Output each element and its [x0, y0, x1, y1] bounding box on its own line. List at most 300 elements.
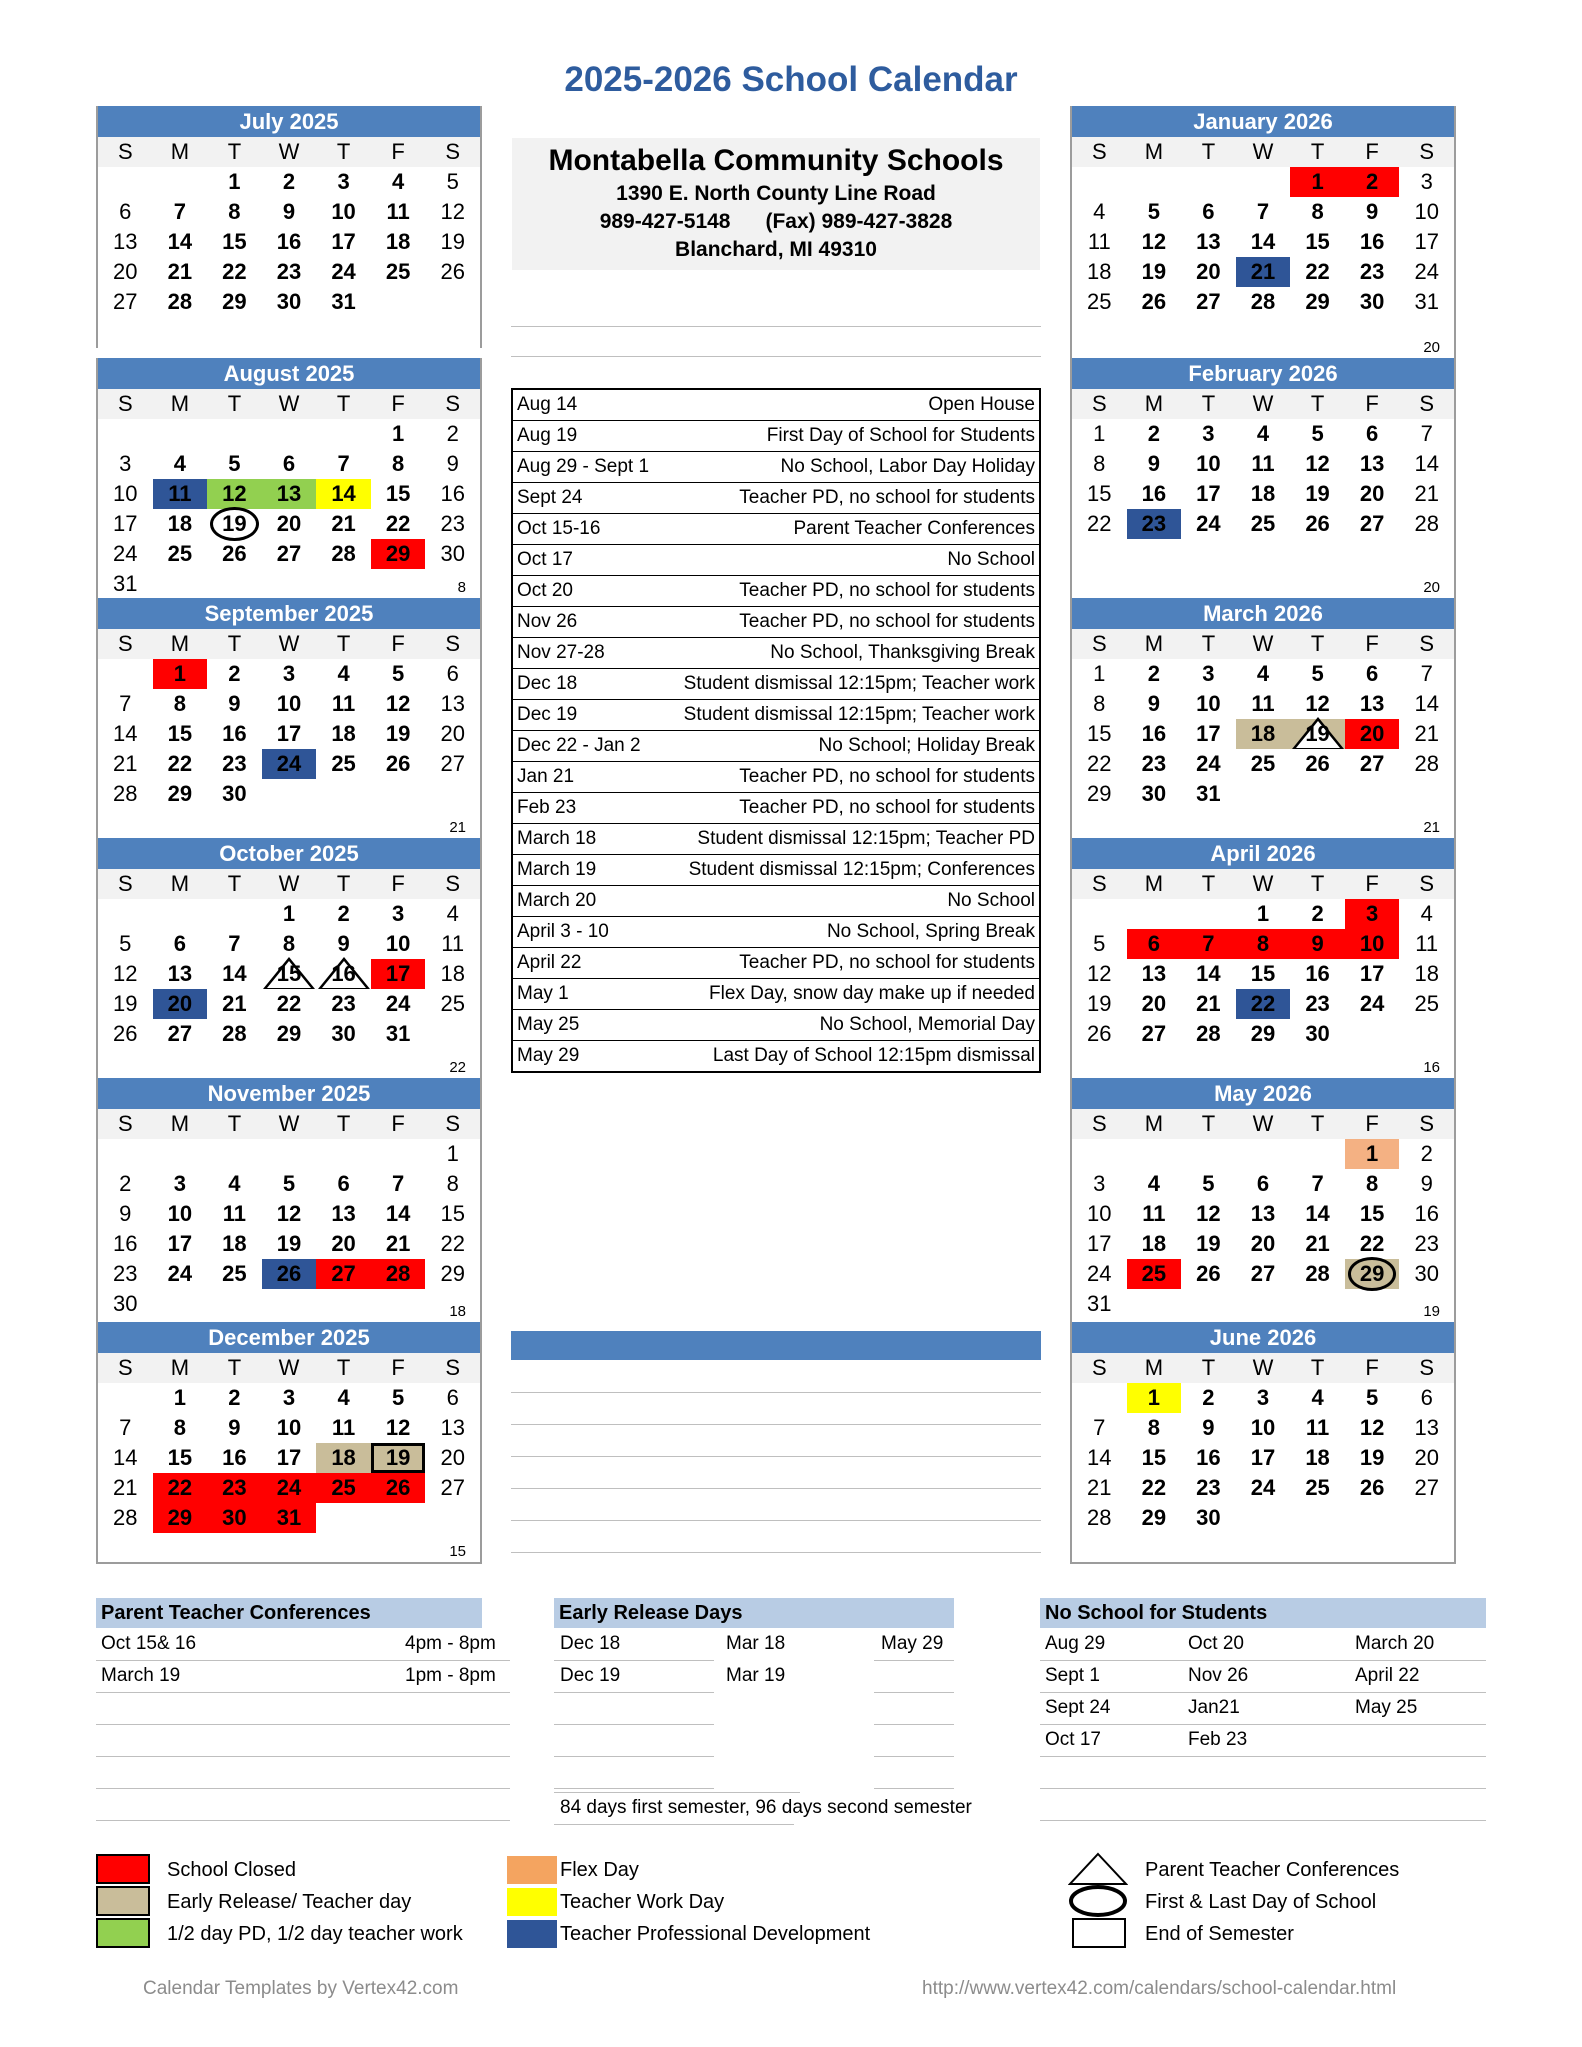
- day-cell: [262, 1473, 317, 1503]
- weekday-label: W: [1252, 1111, 1274, 1136]
- empty-cell: [1127, 899, 1182, 929]
- day-number: 9: [1311, 931, 1324, 956]
- day-cell: [1072, 989, 1127, 1019]
- day-number: 30: [1196, 1505, 1221, 1530]
- day-cell: [1236, 479, 1291, 509]
- event-description: Open House: [928, 394, 1035, 415]
- day-cell: [1345, 227, 1400, 257]
- day-number: 1: [1256, 901, 1270, 926]
- day-number: 31: [385, 1021, 411, 1046]
- day-cell: [153, 1259, 208, 1289]
- day-cell: [1399, 167, 1454, 197]
- event-date: Feb 23: [517, 797, 577, 818]
- day-cell: [262, 1413, 317, 1443]
- day-number: 4: [1420, 901, 1433, 926]
- day-cell: [153, 479, 208, 509]
- event-row: [513, 545, 1039, 576]
- day-cell: [262, 1169, 317, 1199]
- no-school-date: Jan21: [1188, 1697, 1240, 1718]
- weekday-label: T: [1310, 1355, 1325, 1380]
- day-number: 28: [113, 781, 138, 806]
- day-count: 21: [449, 819, 466, 836]
- day-cell: [425, 689, 480, 719]
- day-number: 5: [1366, 1385, 1379, 1410]
- day-cell: [1072, 749, 1127, 779]
- day-number: 11: [1251, 451, 1275, 476]
- day-cell: [262, 749, 317, 779]
- day-number: 14: [385, 1201, 411, 1226]
- day-cell: [316, 749, 371, 779]
- event-row: [513, 421, 1039, 452]
- event-date: March 18: [517, 828, 597, 849]
- day-cell: [153, 1413, 208, 1443]
- day-cell: [1399, 1473, 1454, 1503]
- day-cell: [1181, 1199, 1236, 1229]
- day-number: 7: [1202, 931, 1215, 956]
- day-number: 23: [331, 991, 356, 1016]
- month-title: September 2025: [98, 598, 480, 629]
- day-number: 15: [440, 1201, 465, 1226]
- day-cell: [1236, 1019, 1291, 1049]
- legend-closed: School Closed: [167, 1859, 296, 1881]
- day-cell: [153, 287, 208, 317]
- weekday-label: W: [278, 139, 300, 164]
- day-cell: [262, 167, 317, 197]
- event-row: [513, 1041, 1039, 1071]
- divider: [554, 1724, 714, 1725]
- day-number: 9: [228, 1415, 241, 1440]
- empty-cell: [153, 167, 208, 197]
- day-number: 12: [385, 691, 411, 716]
- day-number: 25: [385, 259, 411, 284]
- day-cell: [425, 257, 480, 287]
- day-cell: [1345, 449, 1400, 479]
- day-cell: [1181, 689, 1236, 719]
- day-cell: [1236, 257, 1291, 287]
- day-cell: [371, 1259, 426, 1289]
- day-number: 27: [276, 541, 302, 566]
- weekday-label: S: [1091, 871, 1107, 896]
- month-title: April 2026: [1072, 838, 1454, 869]
- day-cell: [98, 989, 153, 1019]
- day-cell: [1236, 1169, 1291, 1199]
- day-cell: [1127, 1199, 1182, 1229]
- day-number: 15: [1359, 1201, 1385, 1226]
- day-count: 20: [1423, 579, 1440, 596]
- day-number: 16: [1141, 481, 1167, 506]
- day-cell: [371, 449, 426, 479]
- day-cell: [207, 959, 262, 989]
- day-cell: [1072, 479, 1127, 509]
- day-number: 19: [1305, 481, 1330, 506]
- no-school-date: Sept 24: [1045, 1697, 1111, 1718]
- day-number: 25: [1250, 751, 1276, 776]
- day-cell: [1127, 1019, 1182, 1049]
- weekday-header: [98, 389, 480, 419]
- day-number: 11: [1415, 931, 1439, 956]
- day-cell: [316, 1019, 371, 1049]
- event-row: [513, 514, 1039, 545]
- day-cell: [425, 989, 480, 1019]
- day-number: 2: [446, 421, 459, 446]
- weekday-label: T: [227, 631, 242, 656]
- event-row: [513, 917, 1039, 948]
- day-cell: [98, 1229, 153, 1259]
- day-number: 1: [1311, 169, 1324, 194]
- event-date: March 20: [517, 890, 597, 911]
- day-number: 20: [1196, 259, 1221, 284]
- day-cell: [371, 227, 426, 257]
- empty-cell: [207, 1139, 262, 1169]
- day-number: 6: [446, 1385, 459, 1410]
- day-number: 11: [1305, 1415, 1330, 1440]
- weekday-label: W: [278, 871, 300, 896]
- day-number: 28: [113, 1505, 138, 1530]
- day-number: 18: [1305, 1445, 1330, 1470]
- day-cell: [316, 287, 371, 317]
- day-number: 17: [276, 721, 302, 746]
- divider: [1040, 1724, 1486, 1725]
- day-cell: [1127, 1383, 1182, 1413]
- day-cell: [1181, 479, 1236, 509]
- day-cell: [1127, 989, 1182, 1019]
- weekday-label: M: [170, 631, 190, 656]
- empty-cell: [262, 419, 317, 449]
- weekday-label: S: [117, 391, 133, 416]
- day-number: 1: [1366, 1141, 1379, 1166]
- event-description: Teacher PD, no school for students: [739, 766, 1035, 787]
- day-cell: [1236, 197, 1291, 227]
- day-number: 24: [331, 259, 356, 284]
- day-cell: [425, 959, 480, 989]
- day-cell: [1290, 419, 1345, 449]
- day-number: 29: [222, 289, 247, 314]
- day-number: 20: [440, 721, 465, 746]
- event-description: Student dismissal 12:15pm; Conferences: [688, 859, 1035, 880]
- day-number: 19: [385, 721, 411, 746]
- weekday-label: W: [1252, 139, 1274, 164]
- day-cell: [1236, 1383, 1291, 1413]
- events-list: [511, 388, 1041, 1073]
- day-number: 8: [446, 1171, 459, 1196]
- day-cell: [425, 1199, 480, 1229]
- day-number: 15: [1250, 961, 1276, 986]
- day-cell: [1290, 509, 1345, 539]
- day-cell: [1127, 509, 1182, 539]
- event-date: Dec 22 - Jan 2: [517, 735, 641, 756]
- day-cell: [1399, 1259, 1454, 1289]
- day-cell: [1345, 1169, 1400, 1199]
- empty-cell: [1181, 1139, 1236, 1169]
- day-cell: [98, 1443, 153, 1473]
- event-date: Jan 21: [517, 766, 575, 787]
- day-grid: [1072, 1139, 1454, 1319]
- legend-early: Early Release/ Teacher day: [167, 1891, 412, 1913]
- event-description: Student dismissal 12:15pm; Teacher work: [683, 704, 1035, 725]
- empty-cell: [262, 1139, 317, 1169]
- weekday-label: T: [1201, 1355, 1216, 1380]
- day-number: 24: [1087, 1261, 1112, 1286]
- legend-half: 1/2 day PD, 1/2 day teacher work: [167, 1923, 463, 1945]
- day-cell: [1181, 659, 1236, 689]
- month-title: January 2026: [1072, 106, 1454, 137]
- day-cell: [1236, 659, 1291, 689]
- day-cell: [1290, 1169, 1345, 1199]
- day-number: 26: [222, 541, 247, 566]
- weekday-label: T: [1201, 391, 1216, 416]
- day-cell: [153, 749, 208, 779]
- day-number: 2: [228, 1385, 241, 1410]
- day-cell: [1127, 929, 1182, 959]
- day-cell: [1290, 1383, 1345, 1413]
- day-number: 13: [167, 961, 193, 986]
- day-number: 5: [1093, 931, 1106, 956]
- day-cell: [262, 659, 317, 689]
- day-number: 3: [282, 661, 296, 686]
- day-number: 5: [119, 931, 132, 956]
- day-number: 15: [276, 961, 302, 986]
- weekday-label: F: [391, 871, 405, 896]
- weekday-label: S: [117, 1355, 133, 1380]
- weekday-label: F: [1365, 139, 1379, 164]
- day-number: 2: [1366, 169, 1379, 194]
- event-date: Aug 29 - Sept 1: [517, 456, 650, 477]
- weekday-label: M: [1144, 1111, 1164, 1136]
- empty-cell: [1181, 899, 1236, 929]
- day-number: 4: [446, 901, 459, 926]
- day-cell: [1290, 929, 1345, 959]
- day-cell: [1181, 1169, 1236, 1199]
- day-number: 1: [392, 421, 405, 446]
- day-cell: [262, 479, 317, 509]
- day-number: 20: [276, 511, 302, 536]
- day-number: 16: [1414, 1201, 1439, 1226]
- day-number: 29: [1305, 289, 1330, 314]
- day-cell: [153, 719, 208, 749]
- day-number: 22: [1141, 1475, 1167, 1500]
- day-cell: [207, 227, 262, 257]
- day-grid: [1072, 899, 1454, 1049]
- day-number: 23: [1305, 991, 1330, 1016]
- day-number: 13: [1196, 229, 1221, 254]
- day-number: 4: [1256, 421, 1270, 446]
- legend-yellow-swatch: [505, 1886, 559, 1918]
- divider: [96, 1820, 510, 1821]
- event-description: Student dismissal 12:15pm; Teacher work: [683, 673, 1035, 694]
- day-cell: [371, 539, 426, 569]
- event-row: [513, 669, 1039, 700]
- day-number: 11: [1142, 1201, 1166, 1226]
- day-cell: [1290, 1413, 1345, 1443]
- day-cell: [1399, 929, 1454, 959]
- no-school-date: Oct 20: [1188, 1633, 1244, 1654]
- day-number: 28: [1196, 1021, 1221, 1046]
- day-cell: [1181, 1443, 1236, 1473]
- day-number: 31: [113, 571, 138, 596]
- day-number: 10: [1196, 451, 1221, 476]
- day-number: 8: [173, 691, 186, 716]
- day-number: 16: [113, 1231, 138, 1256]
- day-cell: [1181, 509, 1236, 539]
- day-number: 17: [167, 1231, 193, 1256]
- day-cell: [371, 959, 426, 989]
- day-number: 3: [1256, 1385, 1270, 1410]
- event-row: [513, 483, 1039, 514]
- legend-triangle-icon: [1068, 1852, 1128, 1886]
- no-school-date: April 22: [1355, 1665, 1420, 1686]
- day-number: 29: [167, 781, 193, 806]
- day-cell: [1072, 959, 1127, 989]
- day-cell: [262, 719, 317, 749]
- event-row: [513, 886, 1039, 917]
- weekday-header: [98, 137, 480, 167]
- divider: [554, 1756, 714, 1757]
- day-cell: [262, 929, 317, 959]
- day-number: 27: [1414, 1475, 1439, 1500]
- day-number: 6: [1147, 931, 1160, 956]
- day-cell: [207, 449, 262, 479]
- day-number: 12: [1305, 451, 1330, 476]
- day-number: 6: [1256, 1171, 1270, 1196]
- day-number: 28: [385, 1261, 411, 1286]
- day-cell: [316, 659, 371, 689]
- day-cell: [316, 959, 371, 989]
- day-number: 18: [222, 1231, 247, 1256]
- day-cell: [425, 1229, 480, 1259]
- weekday-header: [98, 1353, 480, 1383]
- day-cell: [1345, 689, 1400, 719]
- event-row: [513, 855, 1039, 886]
- day-number: 25: [1141, 1261, 1167, 1286]
- weekday-label: M: [1144, 871, 1164, 896]
- divider: [554, 1792, 800, 1793]
- weekday-label: S: [445, 631, 461, 656]
- day-number: 21: [1087, 1475, 1112, 1500]
- weekday-header: [98, 1109, 480, 1139]
- day-number: 30: [1141, 781, 1167, 806]
- weekday-label: M: [1144, 1355, 1164, 1380]
- month-june: [1070, 1322, 1456, 1564]
- day-cell: [371, 719, 426, 749]
- weekday-label: T: [227, 1355, 242, 1380]
- day-number: 30: [1414, 1261, 1439, 1286]
- day-cell: [1290, 257, 1345, 287]
- weekday-label: W: [1252, 871, 1274, 896]
- footer-right-link[interactable]: http://www.vertex42.com/calendars/school-calendar.html: [922, 1978, 1397, 1999]
- day-number: 4: [1093, 199, 1106, 224]
- day-number: 22: [167, 751, 193, 776]
- day-number: 7: [228, 931, 241, 956]
- day-cell: [1181, 1383, 1236, 1413]
- day-cell: [1290, 1259, 1345, 1289]
- day-number: 26: [113, 1021, 138, 1046]
- day-cell: [262, 1199, 317, 1229]
- day-cell: [1345, 899, 1400, 929]
- day-number: 16: [331, 961, 356, 986]
- day-cell: [153, 1169, 208, 1199]
- day-cell: [1127, 1169, 1182, 1199]
- day-cell: [1345, 287, 1400, 317]
- day-cell: [262, 1019, 317, 1049]
- day-number: 8: [1093, 691, 1106, 716]
- weekday-label: S: [1419, 1111, 1435, 1136]
- day-cell: [316, 929, 371, 959]
- day-number: 17: [113, 511, 138, 536]
- month-may: [1070, 1078, 1456, 1322]
- day-cell: [371, 1443, 426, 1473]
- day-number: 5: [1311, 421, 1324, 446]
- day-cell: [1290, 659, 1345, 689]
- day-number: 15: [1141, 1445, 1167, 1470]
- weekday-label: T: [336, 1355, 351, 1380]
- empty-cell: [98, 419, 153, 449]
- day-cell: [1290, 479, 1345, 509]
- weekday-label: T: [336, 631, 351, 656]
- event-date: Nov 27-28: [517, 642, 605, 663]
- day-cell: [1345, 1473, 1400, 1503]
- day-number: 26: [1141, 289, 1167, 314]
- day-cell: [1181, 257, 1236, 287]
- weekday-label: S: [445, 139, 461, 164]
- day-number: 8: [392, 451, 405, 476]
- empty-cell: [98, 899, 153, 929]
- event-row: [513, 576, 1039, 607]
- day-cell: [1072, 1473, 1127, 1503]
- day-number: 13: [1359, 451, 1385, 476]
- day-number: 7: [173, 199, 186, 224]
- empty-cell: [1072, 1383, 1127, 1413]
- day-number: 9: [1366, 199, 1379, 224]
- event-date: May 29: [517, 1045, 580, 1066]
- day-number: 28: [1414, 751, 1439, 776]
- divider: [511, 1552, 1041, 1553]
- event-description: No School: [947, 549, 1035, 570]
- day-number: 5: [1311, 661, 1324, 686]
- weekday-label: T: [336, 871, 351, 896]
- weekday-label: S: [1091, 631, 1107, 656]
- day-number: 30: [440, 541, 465, 566]
- event-description: No School: [947, 890, 1035, 911]
- day-number: 16: [222, 1445, 247, 1470]
- day-cell: [153, 1383, 208, 1413]
- month-title: October 2025: [98, 838, 480, 869]
- day-count: 15: [449, 1543, 466, 1560]
- day-cell: [153, 539, 208, 569]
- day-number: 19: [1196, 1231, 1221, 1256]
- empty-cell: [1290, 1139, 1345, 1169]
- day-number: 21: [113, 1475, 138, 1500]
- day-number: 3: [337, 169, 350, 194]
- day-number: 24: [385, 991, 411, 1016]
- day-number: 26: [385, 751, 411, 776]
- day-cell: [1072, 659, 1127, 689]
- day-number: 4: [1311, 1385, 1324, 1410]
- day-number: 22: [222, 259, 247, 284]
- day-number: 16: [1141, 721, 1167, 746]
- day-cell: [1399, 287, 1454, 317]
- day-number: 1: [282, 901, 296, 926]
- day-cell: [371, 1383, 426, 1413]
- divider: [96, 1660, 510, 1661]
- day-cell: [1399, 509, 1454, 539]
- day-number: 22: [1250, 991, 1276, 1016]
- day-count: 16: [1423, 1059, 1440, 1076]
- day-cell: [425, 1383, 480, 1413]
- empty-cell: [98, 659, 153, 689]
- event-row: [513, 452, 1039, 483]
- day-cell: [1290, 197, 1345, 227]
- weekday-label: S: [1419, 139, 1435, 164]
